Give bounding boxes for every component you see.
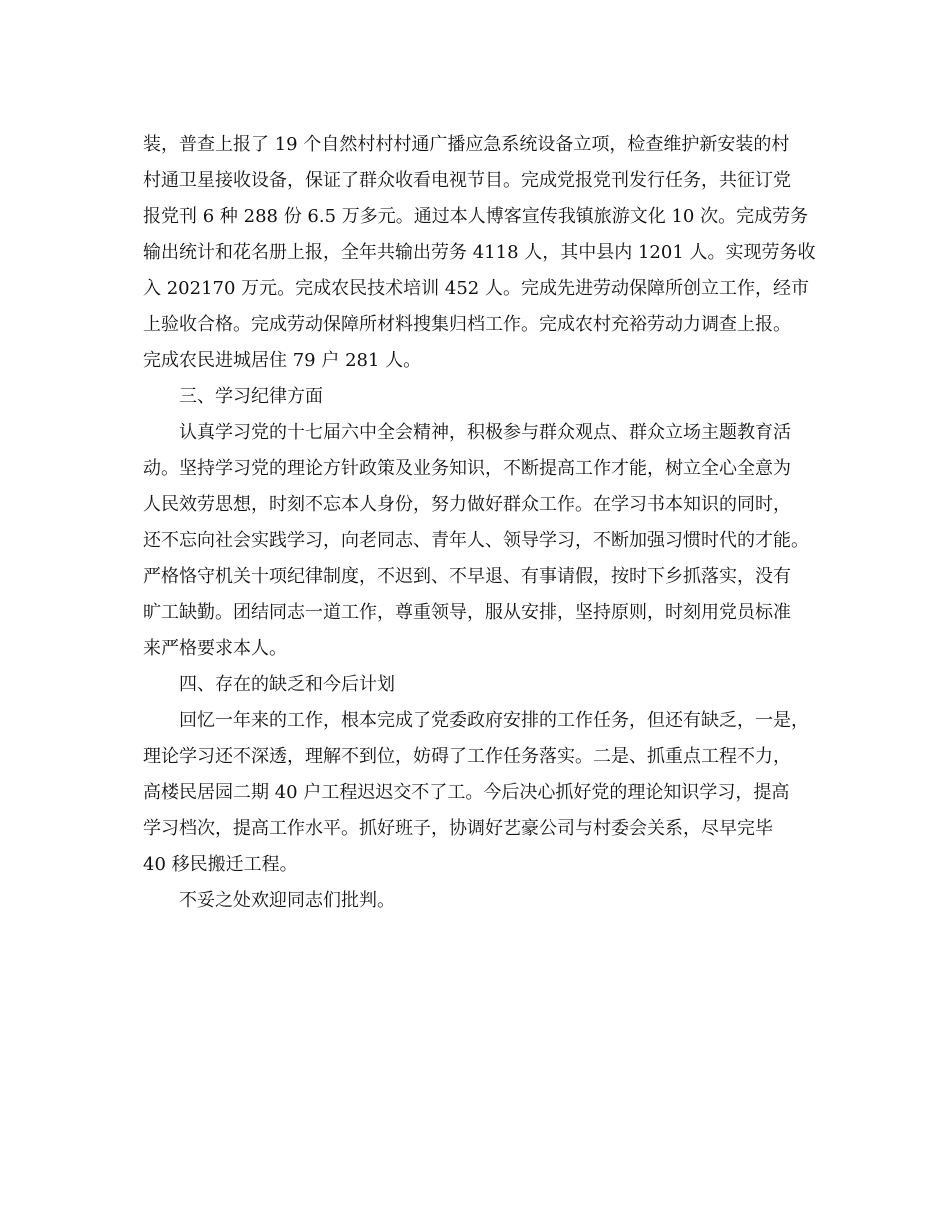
body-text-line: 回忆一年来的工作，根本完成了党委政府安排的工作任务，但还有缺乏，一是，	[179, 710, 809, 731]
body-text-line: 上验收合格。完成劳动保障所材料搜集归档工作。完成农村充裕劳动力调查上报。	[143, 314, 791, 335]
closing-remark: 不妥之处欢迎同志们批判。	[179, 890, 395, 911]
body-text-line: 装，普查上报了 19 个自然村村村通广播应急系统设备立项，检查维护新安装的村	[143, 134, 790, 155]
body-text-line: 严格恪守机关十项纪律制度，不迟到、不早退、有事请假，按时下乡抓落实，没有	[143, 566, 791, 587]
body-text-line: 来严格要求本人。	[143, 638, 287, 659]
body-text-line: 动。坚持学习党的理论方针政策及业务知识，不断提高工作才能，树立全心全意为	[143, 458, 791, 479]
body-text-line: 认真学习党的十七届六中全会精神，积极参与群众观点、群众立场主题教育活	[179, 422, 791, 443]
section-heading-discipline: 三、学习纪律方面	[179, 386, 323, 407]
body-text-line: 还不忘向社会实践学习，向老同志、青年人、领导学习，不断加强习惯时代的才能。	[143, 530, 809, 551]
body-text-line: 学习档次，提高工作水平。抓好班子，协调好艺豪公司与村委会关系，尽早完毕	[143, 818, 773, 839]
body-text-line: 人民效劳思想，时刻不忘本人身份，努力做好群众工作。在学习书本知识的同时，	[143, 494, 791, 515]
body-text-line: 报党刊 6 种 288 份 6.5 万多元。通过本人博客宣传我镇旅游文化 10 次。完成劳务	[143, 206, 809, 227]
body-text-line: 旷工缺勤。团结同志一道工作，尊重领导，服从安排，坚持原则，时刻用党员标准	[143, 602, 791, 623]
body-text-line: 村通卫星接收设备，保证了群众收看电视节目。完成党报党刊发行任务，共征订党	[143, 170, 791, 191]
section-heading-plans: 四、存在的缺乏和今后计划	[179, 674, 395, 695]
body-text-line: 入 202170 万元。完成农民技术培训 452 人。完成先进劳动保障所创立工作，经市	[143, 278, 809, 299]
body-text-line: 40 移民搬迁工程。	[143, 854, 298, 875]
body-text-line: 理论学习还不深透，理解不到位，妨碍了工作任务落实。二是、抓重点工程不力，	[143, 746, 791, 767]
document-body	[143, 127, 823, 919]
body-text-line: 高楼民居园二期 40 户工程迟迟交不了工。今后决心抓好党的理论知识学习，提高	[143, 782, 790, 803]
body-text-line: 输出统计和花名册上报，全年共输出劳务 4118 人，其中县内 1201 人。实现劳务收	[143, 242, 816, 263]
body-text-line: 完成农民进城居住 79 户 281 人。	[143, 350, 422, 371]
